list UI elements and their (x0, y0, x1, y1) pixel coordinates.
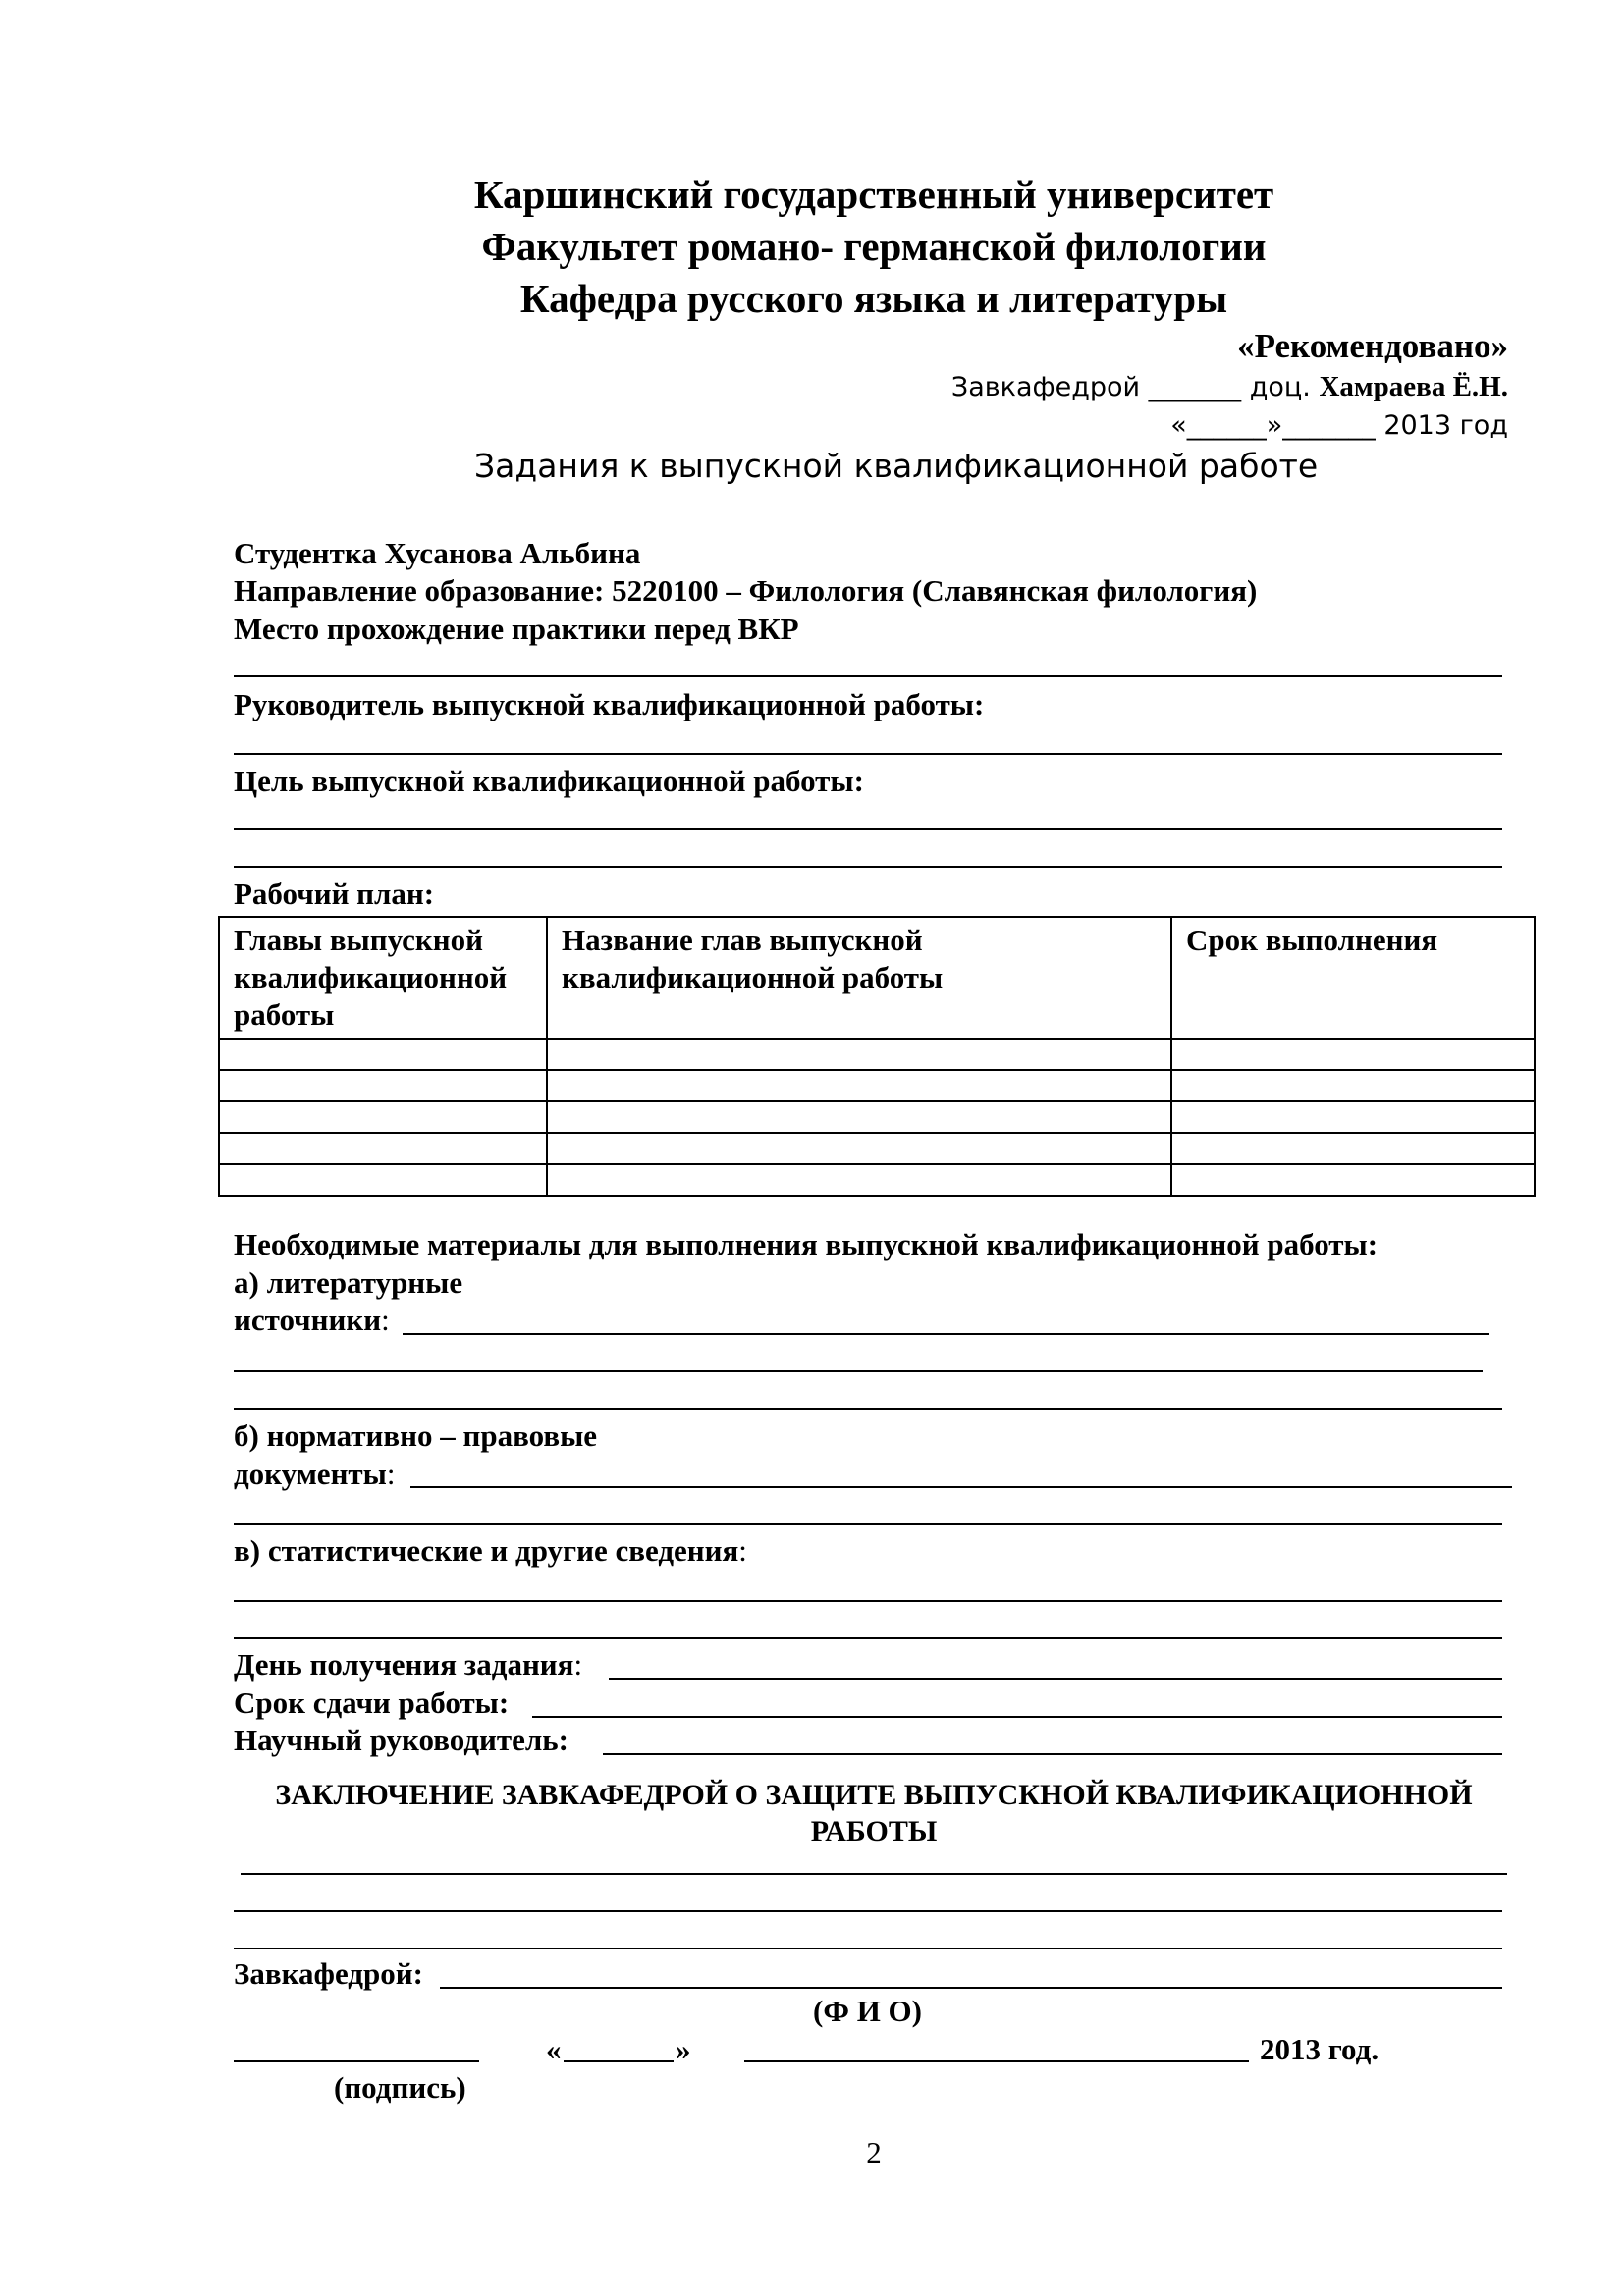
literary-sources-cont (234, 1305, 390, 1335)
goal-underline-1 (234, 828, 1502, 830)
table-cell[interactable] (547, 1101, 1171, 1133)
supervisor-label: Руководитель выпускной квалификационной работы: (234, 687, 985, 721)
approval-head-line (951, 371, 1508, 403)
approval-date-line: «______»_______ 2013 год (1170, 410, 1508, 441)
literary-sources-label: а) литературные (234, 1265, 463, 1300)
task-received-label: День получения задания (234, 1647, 574, 1682)
table-cell[interactable] (219, 1070, 547, 1101)
scientific-supervisor-underline[interactable] (603, 1753, 1502, 1755)
statistics-underline-1[interactable] (234, 1600, 1502, 1602)
conclusion-title-line1: ЗАКЛЮЧЕНИЕ ЗАВКАФЕДРОЙ О ЗАЩИТЕ ВЫПУСКНОЙ КВАЛИФИКАЦИОННОЙ (275, 1779, 1473, 1811)
work-plan-label: Рабочий план: (234, 877, 435, 911)
goal-underline-2 (234, 866, 1502, 868)
legal-documents-cont (234, 1459, 396, 1489)
materials-label: Необходимые материалы для выполнения выпускной квалификационной работы: (234, 1227, 1379, 1261)
work-plan-table (218, 916, 1536, 1197)
document-title: Задания к выпускной квалификационной работе (474, 447, 1319, 485)
table-cell[interactable] (1171, 1101, 1535, 1133)
colon: : (738, 1533, 747, 1568)
approval-title: «Рекомендовано» (1237, 327, 1508, 365)
legal-documents-word: документы (234, 1457, 387, 1491)
conclusion-underline-1[interactable] (241, 1873, 1507, 1875)
legal-documents-label: б) нормативно – правовые (234, 1418, 598, 1453)
practice-place-underline (234, 675, 1502, 677)
student-name-line: Студентка Хусанова Альбина (234, 536, 641, 570)
legal-documents-underline[interactable] (410, 1486, 1512, 1488)
statistics-label: в) статистические и другие сведения (234, 1533, 739, 1568)
deadline-label: Срок сдачи работы: (234, 1685, 510, 1720)
deadline-underline[interactable] (532, 1716, 1502, 1718)
conclusion-underline-3[interactable] (234, 1948, 1502, 1949)
literary-sources-underline[interactable] (403, 1333, 1489, 1335)
table-cell[interactable] (219, 1164, 547, 1196)
literary-sources-underline-3[interactable] (234, 1408, 1502, 1410)
table-cell[interactable] (1171, 1164, 1535, 1196)
task-received-line (234, 1649, 582, 1680)
date-quote-open: « (546, 2032, 562, 2066)
table-cell[interactable] (547, 1133, 1171, 1164)
table-cell[interactable] (1171, 1133, 1535, 1164)
approval-head-name: Хамраева Ё.Н. (1319, 371, 1508, 402)
fio-caption: (Ф И О) (813, 1994, 922, 2028)
column-header-deadline: Срок выполнения (1171, 917, 1535, 1039)
education-direction-line: Направление образование: 5220100 – Филология (Славянская филология) (234, 573, 1258, 608)
table-cell[interactable] (547, 1039, 1171, 1070)
table-cell[interactable] (1171, 1070, 1535, 1101)
statistics-underline-2[interactable] (234, 1637, 1502, 1639)
colon: : (381, 1303, 390, 1337)
colon: : (386, 1457, 396, 1491)
approval-head-prefix: Завкафедрой _______ доц. (950, 372, 1320, 402)
statistics-label-line (234, 1535, 747, 1566)
table-row (219, 1070, 1535, 1101)
literary-sources-word: источники (234, 1303, 382, 1337)
conclusion-title-line2: РАБОТЫ (810, 1815, 938, 1847)
table-cell[interactable] (219, 1039, 547, 1070)
head-of-department-underline[interactable] (440, 1987, 1502, 1989)
column-header-chapter-names: Название глав выпускной квалификационной работы (547, 917, 1171, 1039)
table-cell[interactable] (219, 1101, 547, 1133)
table-row (219, 1164, 1535, 1196)
colon: : (573, 1647, 583, 1682)
faculty-title: Факультет романо- германской филологии (481, 224, 1267, 269)
table-row (219, 1101, 1535, 1133)
scientific-supervisor-label: Научный руководитель: (234, 1723, 568, 1757)
legal-documents-underline-2[interactable] (234, 1523, 1502, 1525)
column-header-chapters: Главы выпускной квалификационной работы (219, 917, 547, 1039)
practice-place-line: Место прохождение практики перед ВКР (234, 612, 799, 646)
signature-underline[interactable] (234, 2060, 479, 2062)
task-received-underline[interactable] (609, 1678, 1502, 1680)
date-year: 2013 год. (1260, 2032, 1380, 2066)
date-quote-close: » (676, 2032, 691, 2066)
work-plan-header-row (219, 917, 1535, 1039)
table-row (219, 1039, 1535, 1070)
date-day-underline[interactable] (564, 2060, 674, 2062)
table-row (219, 1133, 1535, 1164)
conclusion-underline-2[interactable] (234, 1910, 1502, 1912)
table-cell[interactable] (219, 1133, 547, 1164)
supervisor-underline (234, 753, 1502, 755)
table-cell[interactable] (1171, 1039, 1535, 1070)
literary-sources-underline-2[interactable] (234, 1370, 1483, 1372)
department-title: Кафедра русского языка и литературы (519, 276, 1228, 321)
head-of-department-label: Завкафедрой: (234, 1956, 423, 1991)
university-title: Каршинский государственный университет (473, 172, 1274, 217)
goal-label: Цель выпускной квалификационной работы: (234, 764, 864, 798)
signature-caption: (подпись) (334, 2070, 466, 2105)
table-cell[interactable] (547, 1070, 1171, 1101)
date-month-underline[interactable] (744, 2060, 1249, 2062)
page-number: 2 (866, 2135, 882, 2169)
table-cell[interactable] (547, 1164, 1171, 1196)
